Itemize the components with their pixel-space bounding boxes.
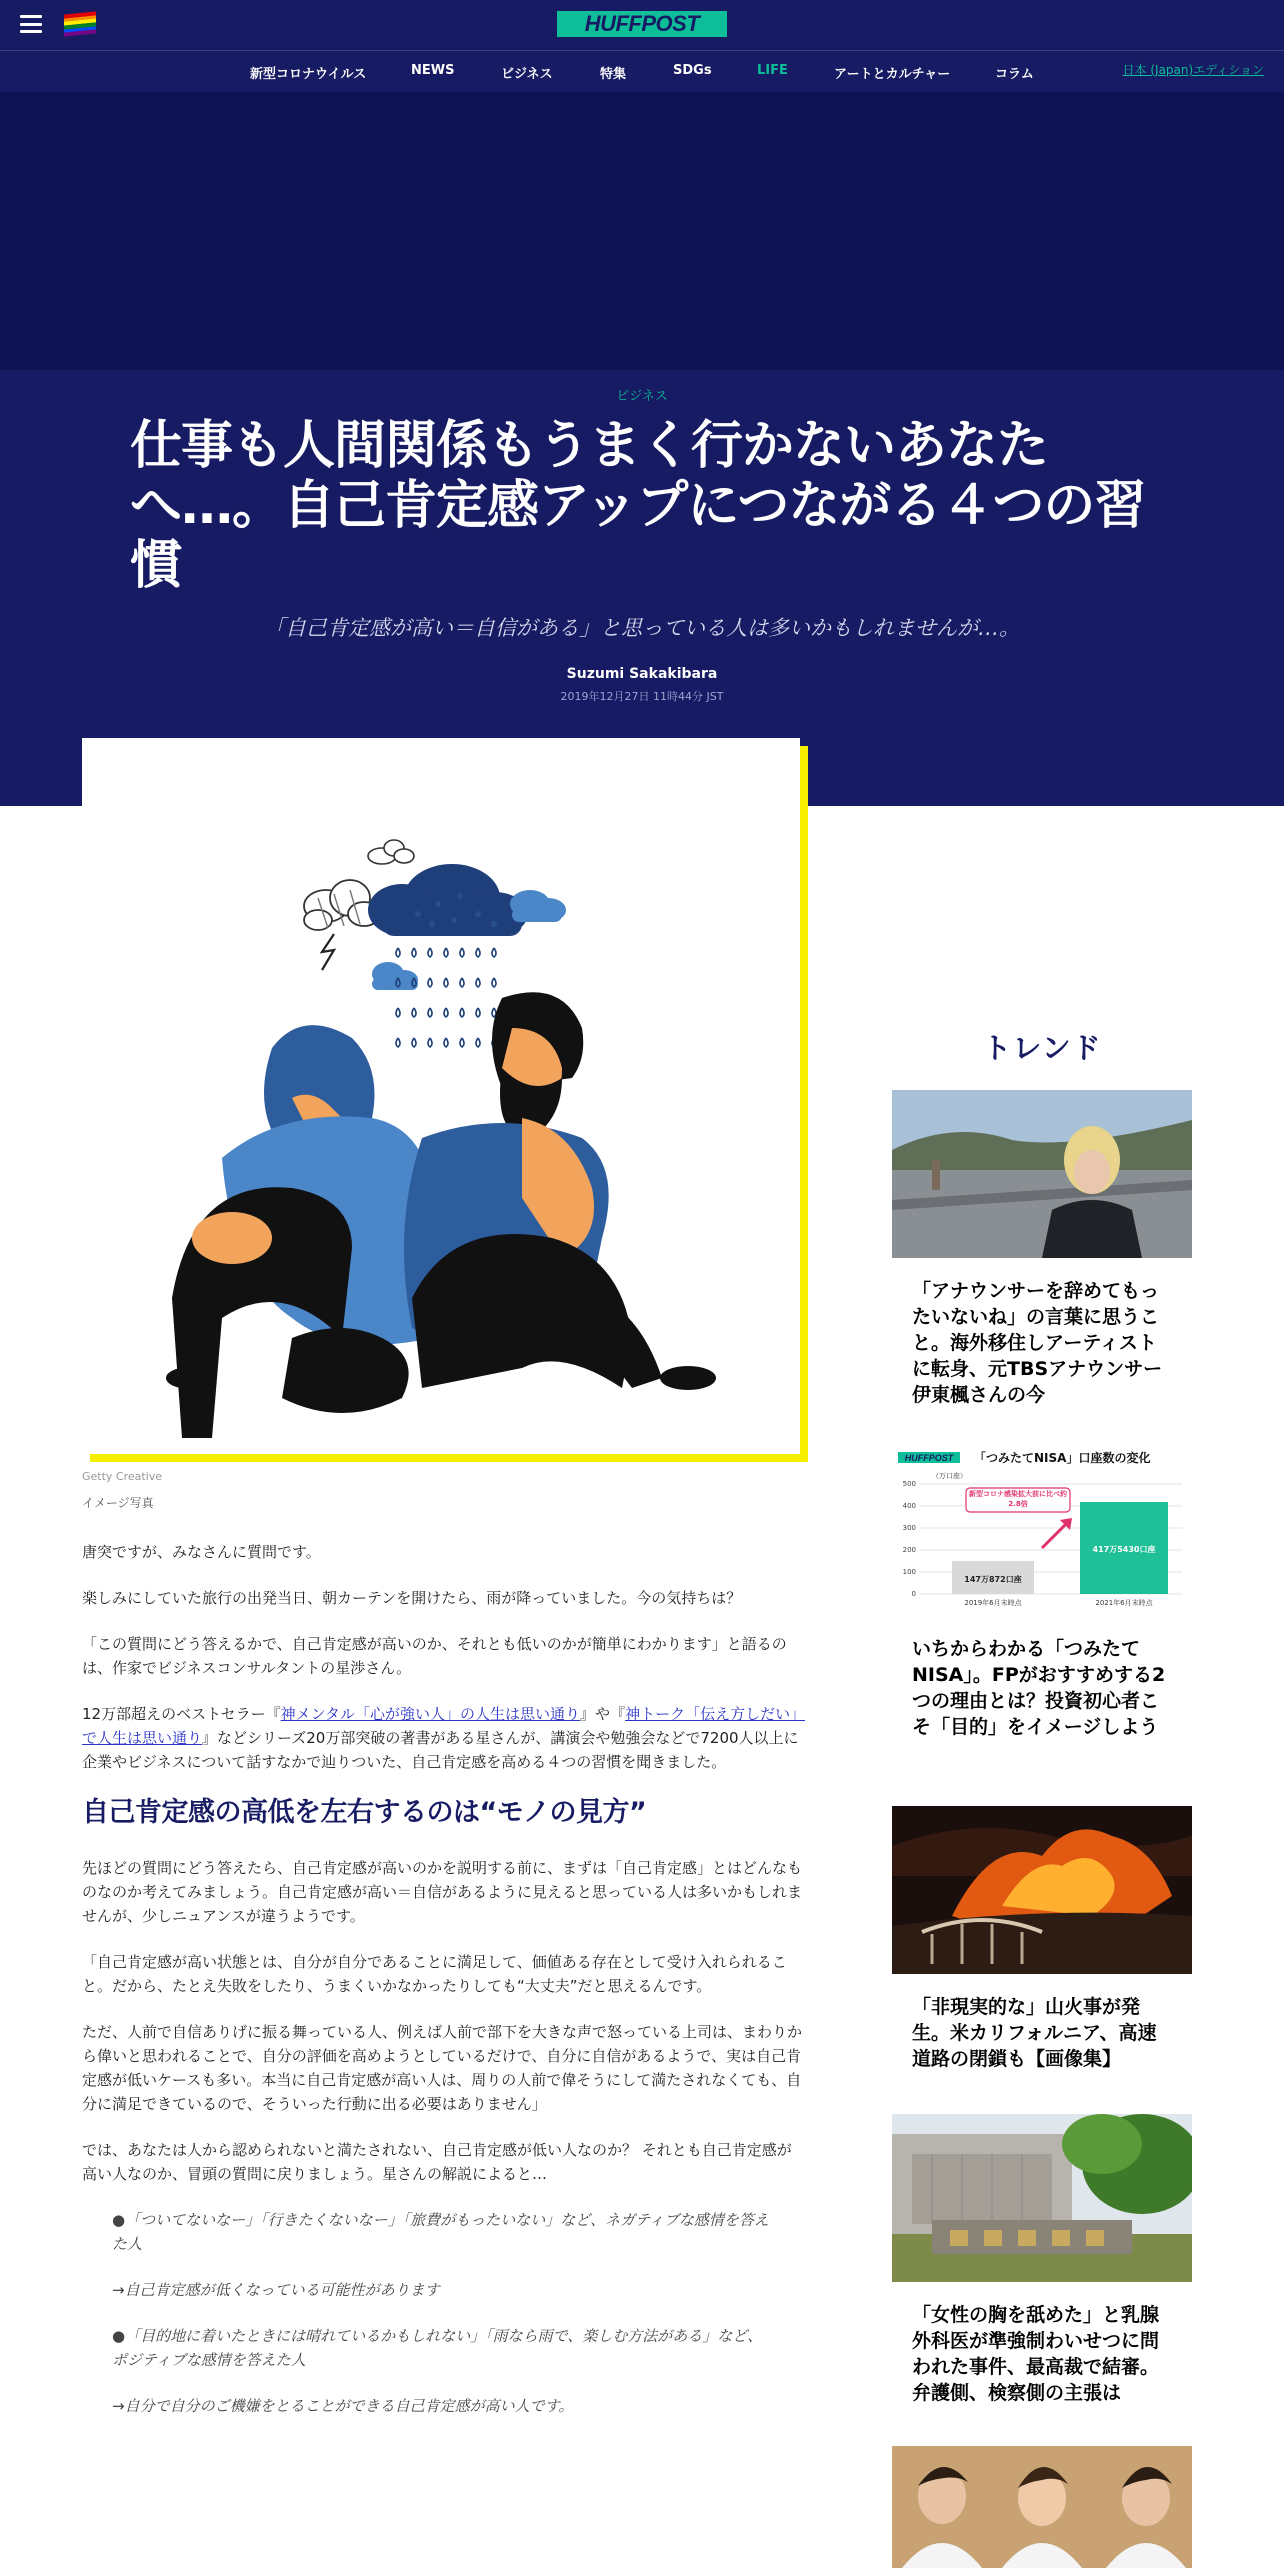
nisa-chart-unit: （万口座） (932, 1472, 967, 1480)
section-nav (0, 50, 1284, 92)
article-paragraph (82, 1702, 806, 1774)
trend-headline: 「非現実的な」山火事が発生。米カリフォルニア、高速道路の閉鎖も【画像集】 (912, 1996, 1157, 2070)
paragraph-text: 』や『 (580, 1705, 626, 1723)
edition-link[interactable]: 日本 (Japan)エディション (1122, 63, 1264, 77)
hero-image-frame (82, 738, 808, 1462)
article-section-label[interactable]: ビジネス (616, 389, 668, 404)
article-author[interactable]: Suzumi Sakakibara (566, 666, 718, 682)
bridge-portrait-photo (892, 1090, 1192, 1258)
nav-item-column[interactable]: コラム (995, 67, 1034, 82)
answer-list (112, 2208, 772, 2418)
nisa-bar-label: 2019年6月末時点 (964, 1599, 1022, 1607)
nisa-bar-label: 2021年6月末時点 (1095, 1599, 1153, 1607)
trend-card[interactable] (892, 2446, 1192, 2568)
article-paragraph: では、あなたは人から認められないと満たされない、自己肯定感が低い人なのか？ それとも自己肯定感が高い人なのか、冒頭の質問に戻りましょう。星さんの解説によると… (82, 2141, 792, 2183)
nisa-bar-value: 417万5430口座 (1092, 1545, 1156, 1554)
huffpost-logo[interactable] (557, 11, 727, 37)
trend-thumbnail (892, 2114, 1192, 2282)
trend-thumbnail (892, 1090, 1192, 1258)
nisa-chart-title: 「つみたてNISA」口座数の変化 (974, 1451, 1151, 1465)
trend-headline: 「アナウンサーを辞めてもったいないね」の言葉に思うこと。海外移住しアーティストに転身、元TBSアナウンサー伊東楓さんの今 (912, 1280, 1163, 1406)
pride-flag-icon[interactable] (64, 11, 96, 36)
nisa-y-tick: 300 (902, 1524, 916, 1532)
supreme-court-photo (892, 2114, 1192, 2282)
nisa-y-tick: 0 (911, 1590, 916, 1598)
trend-thumbnail (892, 1806, 1192, 1974)
top-bar (0, 0, 1284, 50)
paragraph-text: 』などシリーズ20万部突破の著書がある星さんが、講演会や勉強会などで7200人以上に企業やビジネスについて話すなかで辿りついた、自己肯定感を高める４つの習慣を聞きました。 (82, 1729, 799, 1771)
nav-item-art-culture[interactable]: アートとカルチャー (834, 67, 951, 82)
trend-card[interactable] (892, 2114, 1192, 2406)
nisa-y-tick: 100 (902, 1568, 916, 1576)
paragraph-text: 12万部超えのベストセラー『 (82, 1705, 281, 1723)
nisa-chart-logo: HUFFPOST (904, 1453, 954, 1463)
answer-item: ●「ついてないなー」「行きたくないなー」「旅費がもったいない」など、ネガティブな感情を答えた人 (112, 2211, 769, 2253)
logo-text: HUFFPOST (584, 11, 700, 36)
nav-item-covid[interactable]: 新型コロナウイルス (250, 67, 367, 82)
hamburger-menu-icon[interactable] (20, 15, 42, 33)
article-headline: 仕事も人間関係もうまく行かないあなたへ…。自己肯定感アップにつながる４つの習慣 (130, 416, 1146, 596)
three-men-portrait-photo (892, 2446, 1192, 2568)
nav-item-business[interactable]: ビジネス (501, 67, 553, 82)
book-link-kami-mental[interactable]: 神メンタル「心が強い人」の人生は思い通り (280, 1705, 581, 1723)
trend-headline: 「女性の胸を舐めた」と乳腺外科医が準強制わいせつに問われた事件、最高裁で結審。弁護側、検察側の主張は (912, 2304, 1160, 2404)
book-link-kami-talk[interactable]: 神トーク「伝え方しだい」で人生は思い通り (82, 1705, 806, 1747)
trend-thumbnail (892, 1448, 1192, 1616)
trend-card[interactable] (892, 1448, 1192, 1740)
article-paragraph: 楽しみにしていた旅行の出発当日、朝カーテンを開けたら、雨が降っていました。今の気持ちは？ (82, 1589, 742, 1607)
trend-headline: いちからわかる「つみたてNISA」。FPがおすすめする2つの理由とは？投資初心者こそ「目的」をイメージしよう (912, 1638, 1166, 1738)
hero-image (82, 738, 800, 1454)
article-subheading: 自己肯定感の高低を左右するのは“モノの見方” (82, 1797, 647, 1828)
nisa-bar-value: 147万872口座 (964, 1575, 1022, 1584)
ad-banner-area (0, 92, 1284, 370)
article-paragraph: 唐突ですが、みなさんに質問です。 (82, 1543, 321, 1561)
answer-result: →自己肯定感が低くなっている可能性があります (112, 2281, 440, 2299)
nisa-y-tick: 200 (902, 1546, 916, 1554)
article-subhead: 「自己肯定感が高い＝自信がある」と思っている人は多いかもしれませんが…。 (264, 616, 1020, 640)
nav-item-life[interactable]: LIFE (757, 63, 788, 78)
nav-item-news[interactable]: NEWS (411, 63, 455, 78)
trends-title: トレンド (982, 1031, 1102, 1065)
article-paragraph: 先ほどの質問にどう答えたら、自己肯定感が高いのかを説明する前に、まずは「自己肯定感」とはどんなものなのか考えてみましょう。自己肯定感が高い＝自信があるように見えると思っている人は多いかもしれませんが、少しニュアンスが違うようです。 (82, 1859, 803, 1925)
trend-card[interactable] (892, 1090, 1192, 1408)
wildfire-photo (892, 1806, 1192, 1974)
answer-item: ●「目的地に着いたときには晴れているかもしれない」「雨なら雨で、楽しむ方法がある」など、ポジティブな感情を答えた人 (112, 2327, 763, 2369)
answer-result: →自分で自分のご機嫌をとることができる自己肯定感が高い人です。 (112, 2397, 574, 2415)
article-paragraph: ただ、人前で自信ありげに振る舞っている人、例えば人前で部下を大きな声で怒っている上司は、まわりから偉いと思われることで、自分の評価を高めようとしているだけで、自分に自信があるようで、実は自己肯定感が低いケースも多い。本当に自己肯定感が高い人は、周りの人前で偉そうにして満たされなくても、自分に満足できているので、そういった行動に出る必要はありません」 (82, 2023, 803, 2113)
image-credit: Getty Creative (82, 1470, 163, 1483)
article-date: 2019年12月27日 11時44分 JST (560, 690, 724, 703)
article-paragraph: 「この質問にどう答えるかで、自己肯定感が高いのか、それとも低いのかが簡単にわかります」と語るのは、作家でビジネスコンサルタントの星渉さん。 (82, 1635, 787, 1677)
sad-couple-illustration (82, 738, 800, 1454)
nisa-y-tick: 500 (902, 1480, 916, 1488)
nisa-chart-thumbnail (892, 1448, 1192, 1616)
article-body (82, 1540, 806, 2440)
nisa-y-tick: 400 (902, 1502, 916, 1510)
trend-thumbnail (892, 2446, 1192, 2568)
nisa-badge: 新型コロナ感染拡大前に比べ約2.8倍 (969, 1490, 1067, 1508)
article-paragraph: 「自己肯定感が高い状態とは、自分が自分であることに満足して、価値ある存在として受け入れられること。だから、たとえ失敗をしたり、うまくいかなかったりしても“大丈夫”だと思えるんです。 (82, 1953, 787, 1995)
nav-item-sdgs[interactable]: SDGs (673, 63, 712, 78)
nav-item-features[interactable]: 特集 (600, 67, 627, 82)
trend-card[interactable] (892, 1806, 1192, 2072)
image-caption: イメージ写真 (82, 1496, 154, 1510)
